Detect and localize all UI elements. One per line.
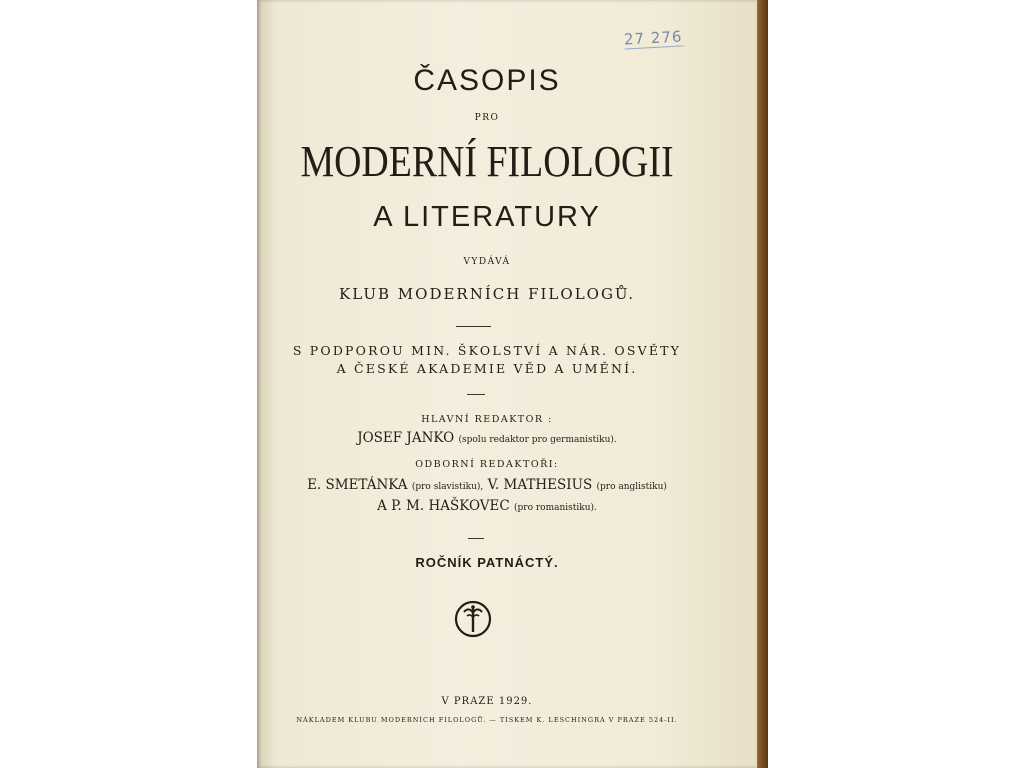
editor-smetanka: E. SMETÁNKA <box>307 477 408 493</box>
editor-haskovec-prefix: A <box>377 498 387 514</box>
chief-editor-note: (spolu redaktor pro germanistiku). <box>458 435 617 445</box>
publisher-name: KLUB MODERNÍCH FILOLOGŮ. <box>339 285 635 303</box>
printer-emblem-icon <box>453 599 493 639</box>
editor-mathesius-note: (pro anglistiku) <box>596 482 667 492</box>
title-casopis: ČASOPIS <box>413 64 561 97</box>
editors-line-1 <box>257 477 717 493</box>
title-pro: PRO <box>474 113 500 123</box>
editor-smetanka-note: (pro slavistiku), <box>411 482 484 492</box>
divider-1 <box>456 326 491 327</box>
editor-haskovec-note: (pro romanistiku). <box>514 503 597 513</box>
title-page <box>257 0 757 768</box>
title-main: MODERNÍ FILOLOGII <box>300 137 674 186</box>
imprint: NÁKLADEM KLUBU MODERNÍCH FILOLOGŮ. — TISKEM K. LESCHINGRA V PRAZE 524-II. <box>296 716 678 724</box>
volume-label: ROČNÍK PATNÁCTÝ. <box>415 555 559 570</box>
title-literatury: A LITERATURY <box>373 201 601 233</box>
publisher-label: VYDÁVÁ <box>463 257 511 267</box>
divider-2 <box>467 394 485 395</box>
support-line-1: S PODPOROU MIN. ŠKOLSTVÍ A NÁR. OSVĚTY <box>292 343 682 358</box>
editors-line-2 <box>257 498 717 514</box>
editor-mathesius: V. MATHESIUS <box>487 477 593 493</box>
chief-editor-label: HLAVNÍ REDAKTOR : <box>421 414 553 425</box>
chief-editor-name: JOSEF JANKO <box>357 430 455 446</box>
chief-editor <box>257 430 717 446</box>
divider-3 <box>468 538 484 539</box>
editor-haskovec: P. M. HAŠKOVEC <box>391 498 510 514</box>
place-year: V PRAZE 1929. <box>441 696 533 707</box>
manuscript-shelf-number: 27 276 <box>623 27 683 49</box>
editors-label: ODBORNÍ REDAKTOŘI: <box>415 459 559 470</box>
support-line-2: A ČESKÉ AKADEMIE VĚD A UMĚNÍ. <box>336 361 638 376</box>
